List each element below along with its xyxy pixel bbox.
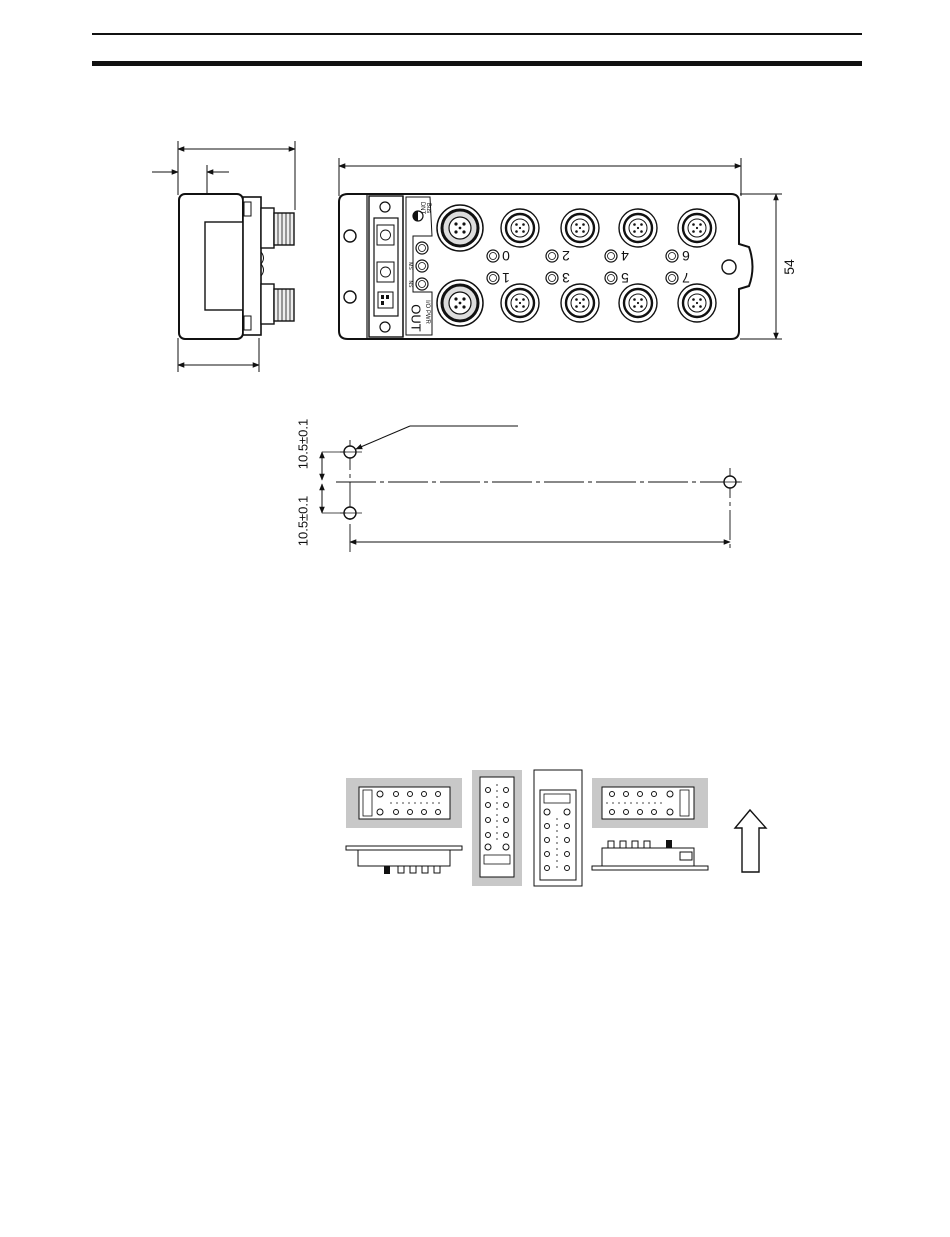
out-label: OUT bbox=[408, 304, 424, 332]
io-pwr-label: I/O PWR bbox=[424, 300, 430, 324]
hole-offset-bottom-label: 10.5±0.1 bbox=[295, 495, 311, 547]
front-view bbox=[339, 158, 782, 339]
dnt-label: DNT bbox=[419, 201, 425, 215]
ns-label: NS bbox=[407, 280, 413, 288]
channel-2-label: 2 bbox=[562, 248, 570, 264]
mounting-hole-pattern bbox=[322, 426, 744, 552]
channel-3-label: 3 bbox=[562, 270, 570, 286]
channel-4-label: 4 bbox=[621, 248, 629, 264]
hole-offset-top-label: 10.5±0.1 bbox=[295, 418, 311, 470]
orientation-thumbnails bbox=[346, 770, 708, 886]
side-view bbox=[152, 141, 295, 372]
ms-label: MS bbox=[407, 262, 413, 270]
channel-1-label: 1 bbox=[502, 270, 510, 286]
channel-5-label: 5 bbox=[621, 270, 629, 286]
channel-0-label: 0 bbox=[502, 248, 510, 264]
bus-label: Bus bbox=[425, 202, 431, 214]
channel-7-label: 7 bbox=[682, 270, 690, 286]
channel-6-label: 6 bbox=[682, 248, 690, 264]
up-arrow-icon bbox=[735, 810, 766, 872]
height-dimension-label: 54 bbox=[781, 259, 797, 275]
